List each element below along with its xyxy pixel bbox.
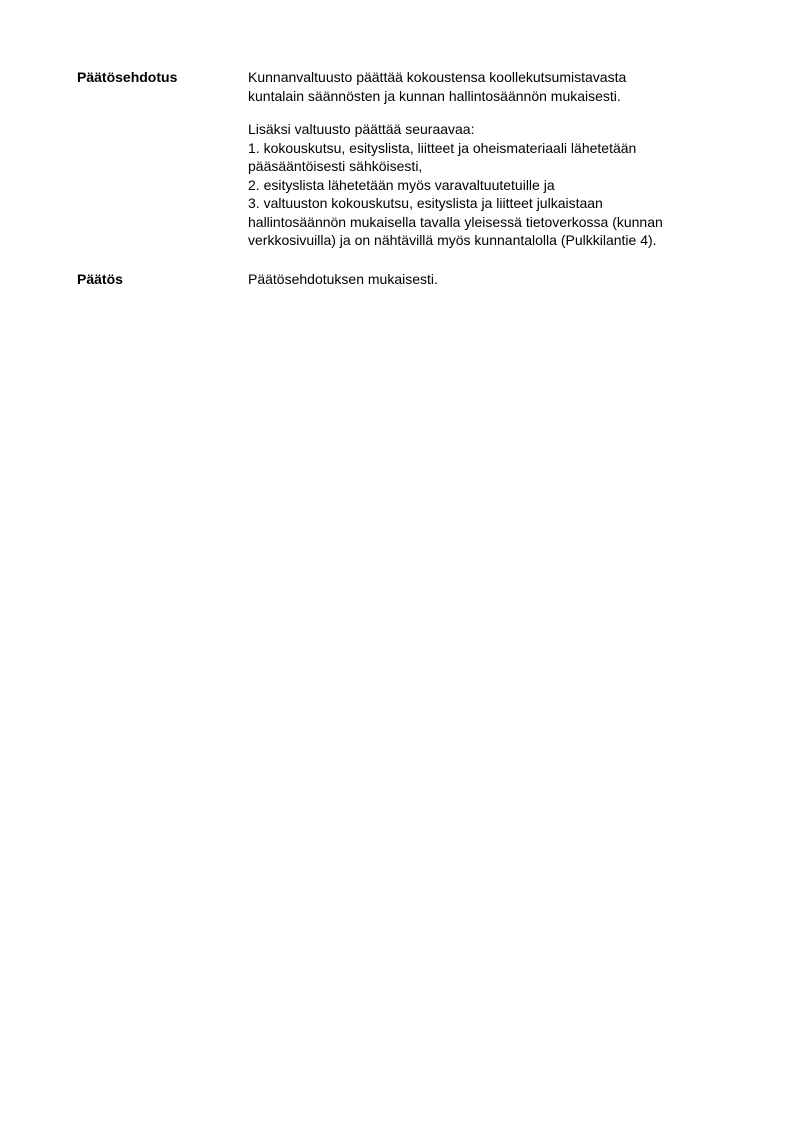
proposal-line: Kunnanvaltuusto päättää kokoustensa koollekutsumistavasta [248, 69, 627, 85]
proposal-label: Päätösehdotus [77, 69, 178, 85]
proposal-line: 1. kokouskutsu, esityslista, liitteet ja oheismateriaali lähetetään [248, 139, 637, 156]
proposal-line: 3. valtuuston kokouskutsu, esityslista ja liitteet julkaistaan [248, 195, 603, 211]
decision-label: Päätös [77, 271, 123, 287]
proposal-text [248, 68, 738, 250]
proposal-line: kuntalain säännösten ja kunnan hallintosäännön mukaisesti. [248, 87, 621, 104]
proposal-line: pääsääntöisesti sähköisesti, [248, 158, 423, 174]
proposal-line: hallintosäännön mukaisella tavalla yleisessä tietoverkossa (kunnan [248, 213, 663, 230]
decision-line: Päätösehdotuksen mukaisesti. [248, 271, 438, 287]
proposal-line: 2. esityslista lähetetään myös varavaltuutetuille ja [248, 176, 555, 193]
proposal-line: verkkosivuilla) ja on nähtävillä myös kunnantalolla (Pulkkilantie 4). [248, 232, 657, 248]
proposal-line: Lisäksi valtuusto päättää seuraavaa: [248, 121, 475, 137]
paragraph-gap [248, 105, 738, 120]
decision-text [248, 270, 738, 289]
